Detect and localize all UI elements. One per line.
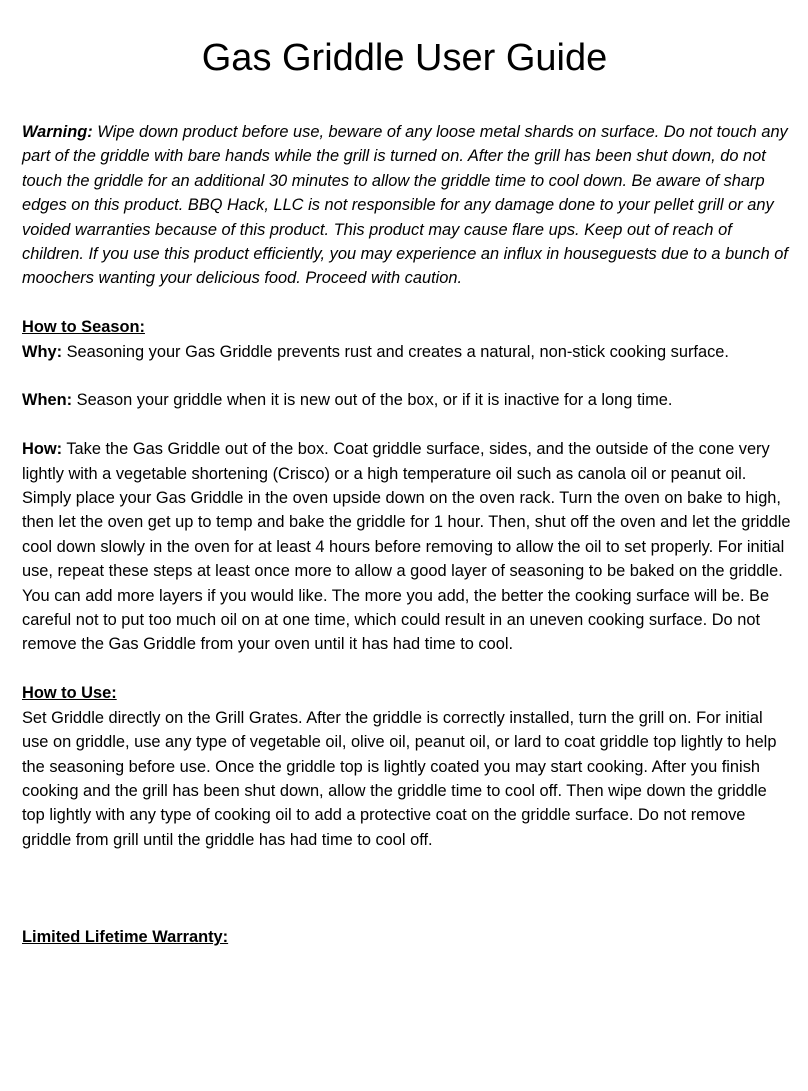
document-page xyxy=(22,0,792,950)
warning-paragraph xyxy=(22,120,792,291)
spacer xyxy=(22,852,792,925)
warning-text: Wipe down product before use, beware of any loose metal shards on surface. Do not touch any part of the griddle with bare hands while the grill is turned on. After the grill has been shut down, do not touch the griddle for an additional 30 minutes to allow the griddle time to cool down. Be aware of sharp edges on this product. BBQ Hack, LLC is not responsible for any damage done to your pellet grill or any voided warranties because of this product. This product may cause flare ups. Keep out of reach of children. If you use this product efficiently, you may experience an influx in houseguests due to a bunch of moochers wanting your delicious food. Proceed with caution. xyxy=(22,123,788,288)
use-heading: How to Use: xyxy=(22,684,117,703)
warning-label: Warning: xyxy=(22,123,93,141)
season-heading: How to Season: xyxy=(22,318,145,337)
season-how-label: How: xyxy=(22,440,63,459)
season-how-paragraph xyxy=(22,437,792,657)
spacer xyxy=(22,364,792,388)
spacer xyxy=(22,657,792,681)
season-when-text: Season your griddle when it is new out of the box, or if it is inactive for a long time. xyxy=(72,391,673,410)
season-when-paragraph xyxy=(22,388,792,412)
warranty-heading: Limited Lifetime Warranty: xyxy=(22,928,229,947)
season-how-text: Take the Gas Griddle out of the box. Coat griddle surface, sides, and the outside of the cone very lightly with a vegetable shortening (Crisco) or a high temperature oil such as canola oil or peanut oil. Simply place your Gas Griddle in the oven upside down on the oven rack. Turn the oven on bake to high, then let the oven get up to temp and bake the griddle for 1 hour. Then, shut off the oven and let the griddle cool down slowly in the oven for at least 4 hours before removing to allow the oil to set properly. For initial use, repeat these steps at least once more to allow a good layer of seasoning to be baked on the griddle. You can add more layers if you would like. The more you add, the better the cooking surface will be. Be careful not to put too much oil on at one time, which could result in an uneven cooking surface. Do not remove the Gas Griddle from your oven until it has had time to cool. xyxy=(22,440,791,654)
season-why-paragraph xyxy=(22,340,792,364)
use-paragraph: Set Griddle directly on the Grill Grates. After the griddle is correctly installed, turn the grill on. For initial use on griddle, use any type of vegetable oil, olive oil, peanut oil, or lard to coat griddle top lightly to help the seasoning before use. Once the griddle top is lightly coated you may start cooking. After you finish cooking and the grill has been shut down, allow the griddle time to cool off. Then wipe down the griddle top lightly with any type of cooking oil to add a protective coat on the griddle surface. Do not remove griddle from grill until the griddle has had time to cool off. xyxy=(22,708,777,849)
page-title: Gas Griddle User Guide xyxy=(201,37,608,79)
spacer xyxy=(22,291,792,315)
season-why-text: Seasoning your Gas Griddle prevents rust and creates a natural, non-stick cooking surface. xyxy=(62,342,729,361)
spacer xyxy=(22,413,792,437)
season-when-label: When: xyxy=(22,391,73,410)
season-why-label: Why: xyxy=(22,342,63,361)
